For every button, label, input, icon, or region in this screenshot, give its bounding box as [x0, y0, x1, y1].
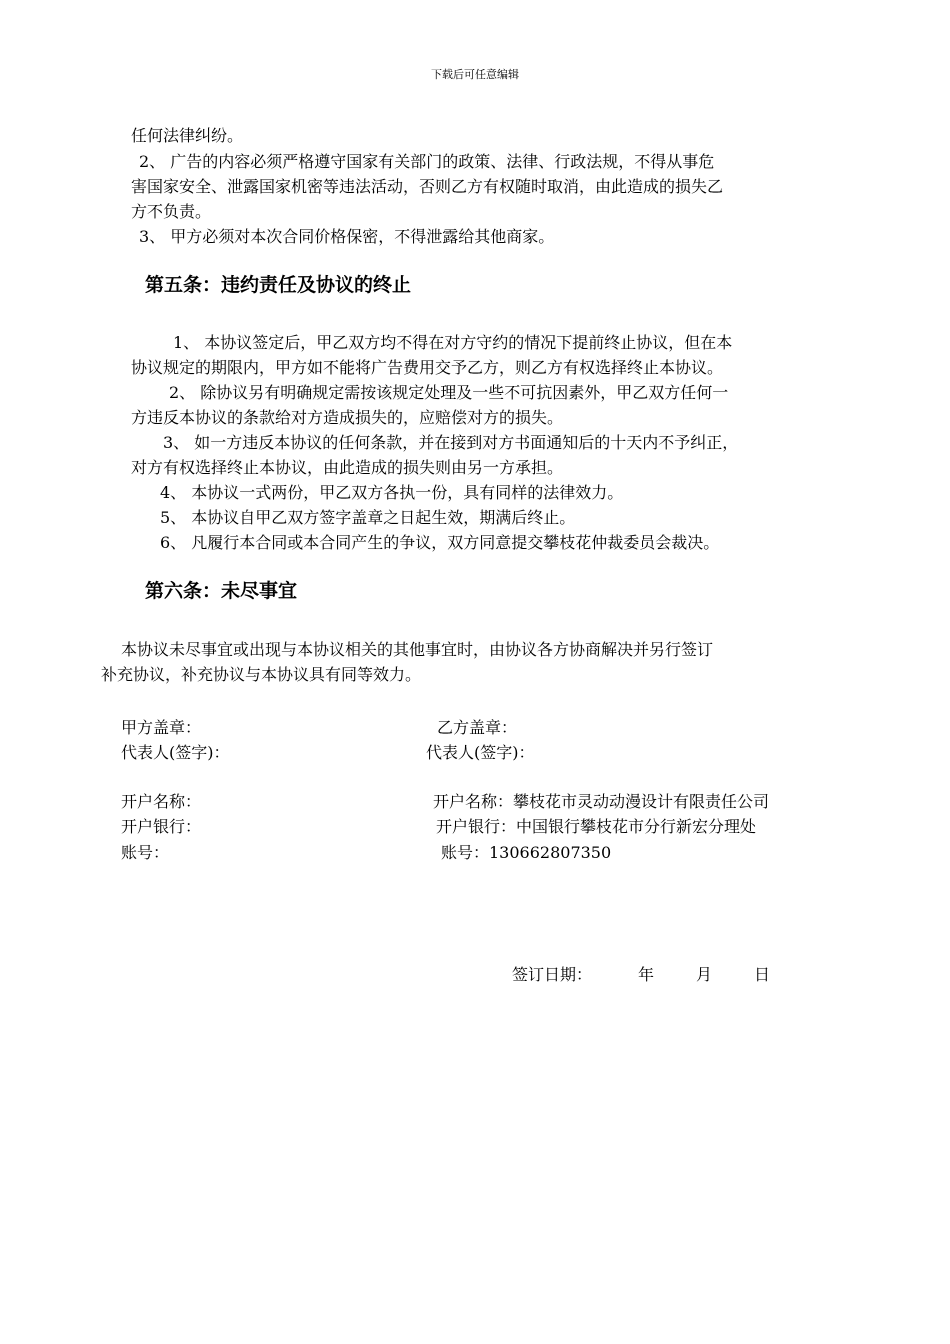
sign-date-year: 年: [638, 965, 655, 984]
paragraph-line: 6、 凡履行本合同或本合同产生的争议，双方同意提交攀枝花仲裁委员会裁决。: [160, 533, 720, 552]
party-b-rep-label: 代表人(签字)：: [426, 743, 535, 762]
paragraph-line: 害国家安全、泄露国家机密等违法活动，否则乙方有权随时取消，由此造成的损失乙: [131, 177, 724, 196]
paragraph-line: 2、 除协议另有明确规定需按该规定处理及一些不可抗因素外，甲乙双方任何一: [169, 383, 729, 402]
paragraph-line: 协议规定的期限内，甲方如不能将广告费用交予乙方，则乙方有权选择终止本协议。: [131, 358, 724, 377]
section-heading: 第五条：违约责任及协议的终止: [145, 274, 412, 296]
paragraph-line: 3、 如一方违反本协议的任何条款，并在接到对方书面通知后的十天内不予纠正，: [163, 433, 739, 452]
party-b-account-no: 账号：13066280735​0: [441, 843, 612, 862]
party-a-account-no: 账号：: [121, 843, 170, 862]
paragraph-line: 1、 本协议签定后，甲乙双方均不得在对方守约的情况下提前终止协议，但在本: [173, 333, 733, 352]
section-heading: 第六条：未尽事宜: [145, 580, 298, 602]
paragraph-line: 4、 本协议一式两份，甲乙双方各执一份，具有同样的法律效力。: [160, 483, 624, 502]
party-a-bank: 开户银行：: [121, 817, 202, 836]
party-b-bank: 开户银行：中国银行攀枝花市分行新宏分理处: [436, 817, 757, 836]
party-a-account-name: 开户名称：: [121, 792, 202, 811]
paragraph-line: 3、 甲方必须对本次合同价格保密，不得泄露给其他商家。: [139, 227, 555, 246]
party-b-seal-label: 乙方盖章：: [437, 718, 518, 737]
paragraph-line: 本协议未尽事宜或出现与本协议相关的其他事宜时，由协议各方协商解决并另行签订: [121, 640, 714, 659]
paragraph-line: 2、 广告的内容必须严格遵守国家有关部门的政策、法律、行政法规，不得从事危: [139, 152, 715, 171]
header-note: 下载后可任意编辑: [431, 68, 519, 81]
paragraph-line: 对方有权选择终止本协议，由此造成的损失则由另一方承担。: [131, 458, 564, 477]
party-b-account-name: 开户名称：攀枝花市灵动动漫设计有限责任公司: [433, 792, 770, 811]
paragraph-line: 方违反本协议的条款给对方造成损失的，应赔偿对方的损失。: [131, 408, 564, 427]
paragraph-line: 任何法律纠纷。: [131, 126, 244, 145]
party-a-seal-label: 甲方盖章：: [121, 718, 202, 737]
paragraph-line: 补充协议，补充协议与本协议具有同等效力。: [101, 665, 422, 684]
sign-date-day: 日: [754, 965, 771, 984]
sign-date-month: 月: [696, 965, 713, 984]
sign-date-label: 签订日期：: [512, 965, 593, 984]
party-a-rep-label: 代表人(签字)：: [121, 743, 230, 762]
paragraph-line: 5、 本协议自甲乙双方签字盖章之日起生效，期满后终止。: [160, 508, 576, 527]
paragraph-line: 方不负责。: [131, 202, 212, 221]
